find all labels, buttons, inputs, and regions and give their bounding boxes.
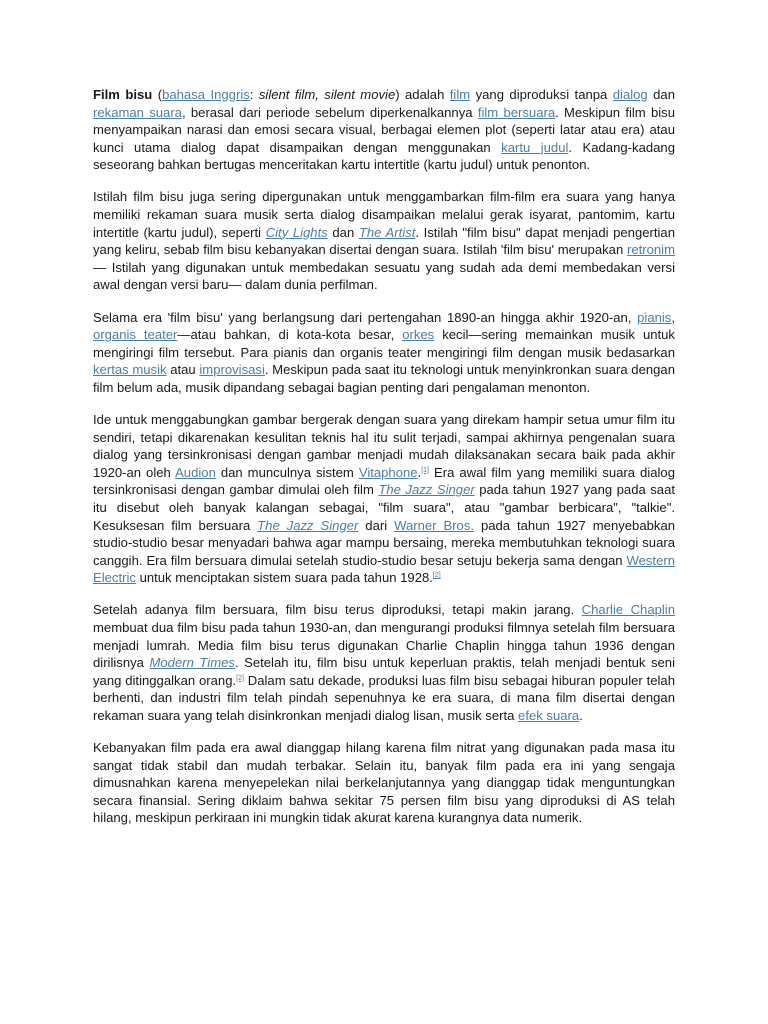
link-audion[interactable]: Audion: [175, 464, 216, 480]
text: .: [417, 464, 422, 480]
link-vitaphone[interactable]: Vitaphone: [358, 464, 418, 480]
text: ) adalah: [395, 87, 450, 102]
citation-1[interactable]: [1]: [421, 466, 430, 474]
text: — Istilah yang digunakan untuk membedakan sesuatu yang sudah ada demi membedakan versi awal dengan versi baru— dalam dunia perfilman.: [93, 259, 675, 293]
text: kecil—sering memainkan musik untuk mengiringi film tersebut. Para pianis dan organis teater mengiringi film dengan musik bedasarkan: [93, 327, 675, 360]
link-modern-times[interactable]: Modern Times: [149, 655, 235, 671]
link-city-lights[interactable]: City Lights: [265, 224, 328, 240]
text: Kebanyakan film pada era awal dianggap hilang karena film nitrat yang digunakan pada masa itu sangat tidak stabil dan mudah terbakar. Selain itu, banyak film pada era ini yang sengaja dimusnahkan karena menyepelekan nilai berkelanjutannya yang dianggap tidak menguntungkan secara finansial. Sering diklaim bahwa sekitar 75 persen film bisu yang diproduksi di AS telah hilang, meskipun perkiraan ini mungkin tidak akurat karena kurangnya data numerik.: [93, 740, 675, 826]
paragraph-intro: [93, 86, 675, 174]
citation-2b[interactable]: [2]: [236, 674, 244, 682]
text: , berasal dari periode sebelum diperkenalkannya: [181, 104, 478, 120]
citation-2[interactable]: [2]: [432, 572, 441, 580]
link-organis-teater[interactable]: organis teater: [93, 327, 178, 343]
link-the-jazz-singer[interactable]: The Jazz Singer: [378, 482, 475, 498]
text: pada tahun 1927 yang pada saat itu disebut oleh banyak kalangan sebagai, "film suara", atau "gambar berbicara", "talkie". Kesuksesan film bersuara: [93, 482, 676, 533]
paragraph-film-hilang: [93, 739, 675, 827]
text: . Setelah itu, film bisu untuk keperluan praktis, telah menjadi bentuk seni yang ditinggalkan orang.: [93, 655, 675, 688]
text: dan: [647, 87, 675, 102]
link-retronim[interactable]: retronim: [626, 242, 675, 258]
text: ,: [671, 309, 675, 325]
text: (: [152, 87, 163, 102]
text: dari: [358, 517, 395, 533]
link-dialog[interactable]: dialog: [612, 87, 648, 102]
link-western-electric[interactable]: Western Electric: [93, 552, 675, 586]
text: Era awal film yang memiliki suara dialog tersinkronisasi dengan gambar dimulai oleh film: [93, 464, 675, 498]
text: Setelah adanya film bersuara, film bisu terus diproduksi, tetapi makin jarang.: [93, 602, 582, 618]
text: dan munculnya sistem: [215, 464, 359, 480]
text: .: [579, 708, 583, 723]
link-improvisasi[interactable]: improvisasi: [199, 362, 265, 378]
text: —atau bahkan, di kota-kota besar,: [177, 327, 403, 343]
term-film-bisu: Film bisu: [93, 87, 153, 102]
text: Ide untuk menggabungkan gambar bergerak dengan suara yang direkam hampir setua umur film itu sendiri, tetapi dikarenakan kesulitan teknis hal itu sulit terjadi, sampai akhirnya pengenalan suara dialog yang tersinkronisasi dengan gambar menjadi mudah dilaksanakan secara baik pada akhir 1920-an oleh: [93, 412, 675, 480]
link-kartu-judul[interactable]: kartu judul: [501, 139, 569, 155]
text: Dalam satu dekade, produksi luas film bisu sebagai hiburan populer telah berhenti, dan industri film telah pindah sepenuhnya ke era suara, di mana film disertai dengan rekaman suara yang telah disinkronkan menjadi dialog lisan, musik serta: [93, 672, 676, 723]
link-the-jazz-singer-2[interactable]: The Jazz Singer: [257, 517, 359, 533]
text: yang diproduksi tanpa: [470, 87, 613, 102]
text: . Istilah "film bisu" dapat menjadi pengertian yang keliru, sebab film bisu kebanyakan disertai dengan suara. Istilah 'film bisu' merupakan: [93, 224, 675, 258]
text: . Meskipun film bisu menyampaikan narasi dan emosi secara visual, berbagai elemen plot (seperti latar atau era) atau kunci utama dialog dapat disampaikan dengan menggunakan: [93, 104, 675, 155]
link-warner-bros[interactable]: Warner Bros.: [394, 517, 475, 533]
paragraph-istilah: [93, 188, 675, 294]
link-charlie-chaplin[interactable]: Charlie Chaplin: [581, 602, 675, 618]
text: pada tahun 1927 menyebabkan studio-studio besar menyadari bahwa agar mampu bersaing, mereka membutuhkan teknologi suara canggih. Era film bersuara dimulai setelah studio-studio besar setuju bekerja sama dengan: [93, 517, 676, 568]
text: dan: [327, 224, 359, 240]
text: . Meskipun pada saat itu teknologi untuk menyinkronkan suara dengan film belum ada, musik dipandang sebagai bagian penting dari pengalaman menonton.: [93, 362, 675, 395]
link-pianis[interactable]: pianis: [637, 309, 672, 325]
paragraph-suara-sinkron: [93, 411, 675, 587]
text: untuk menciptakan sistem suara pada tahun 1928.: [135, 570, 433, 586]
paragraph-era-film-bisu: [93, 309, 675, 397]
english-term: silent film, silent movie: [258, 87, 396, 102]
link-efek-suara[interactable]: efek suara: [518, 708, 580, 723]
paragraph-setelah-film-bersuara: [93, 601, 675, 724]
link-rekaman-suara[interactable]: rekaman suara: [93, 104, 182, 120]
link-the-artist[interactable]: The Artist: [358, 224, 416, 240]
link-bahasa-inggris[interactable]: bahasa Inggris: [162, 87, 250, 102]
text: Istilah film bisu juga sering dipergunakan untuk menggambarkan film-film era suara yang hanya memiliki rekaman suara musik serta dialog disampaikan melalui gerak isyarat, pantomim, kartu intertitle (kartu judul), seperti: [93, 189, 675, 240]
link-film[interactable]: film: [449, 87, 471, 102]
text: atau: [166, 362, 200, 378]
link-orkes[interactable]: orkes: [402, 327, 435, 343]
link-kertas-musik[interactable]: kertas musik: [93, 362, 167, 378]
text: . Kadang-kadang seseorang bahkan bertugas menceritakan kartu intertitle (kartu judul) untuk penonton.: [93, 139, 675, 173]
text: :: [249, 87, 259, 102]
text: Selama era 'film bisu' yang berlangsung dari pertengahan 1890-an hingga akhir 1920-an,: [93, 309, 638, 325]
link-film-bersuara[interactable]: film bersuara: [477, 104, 556, 120]
text: membuat dua film bisu pada tahun 1930-an, dan mengurangi produksi filmnya setelah film bersuara menjadi lumrah. Media film bisu terus digunakan Charlie Chaplin hingga tahun 1936 dengan dirilisnya: [93, 620, 675, 671]
